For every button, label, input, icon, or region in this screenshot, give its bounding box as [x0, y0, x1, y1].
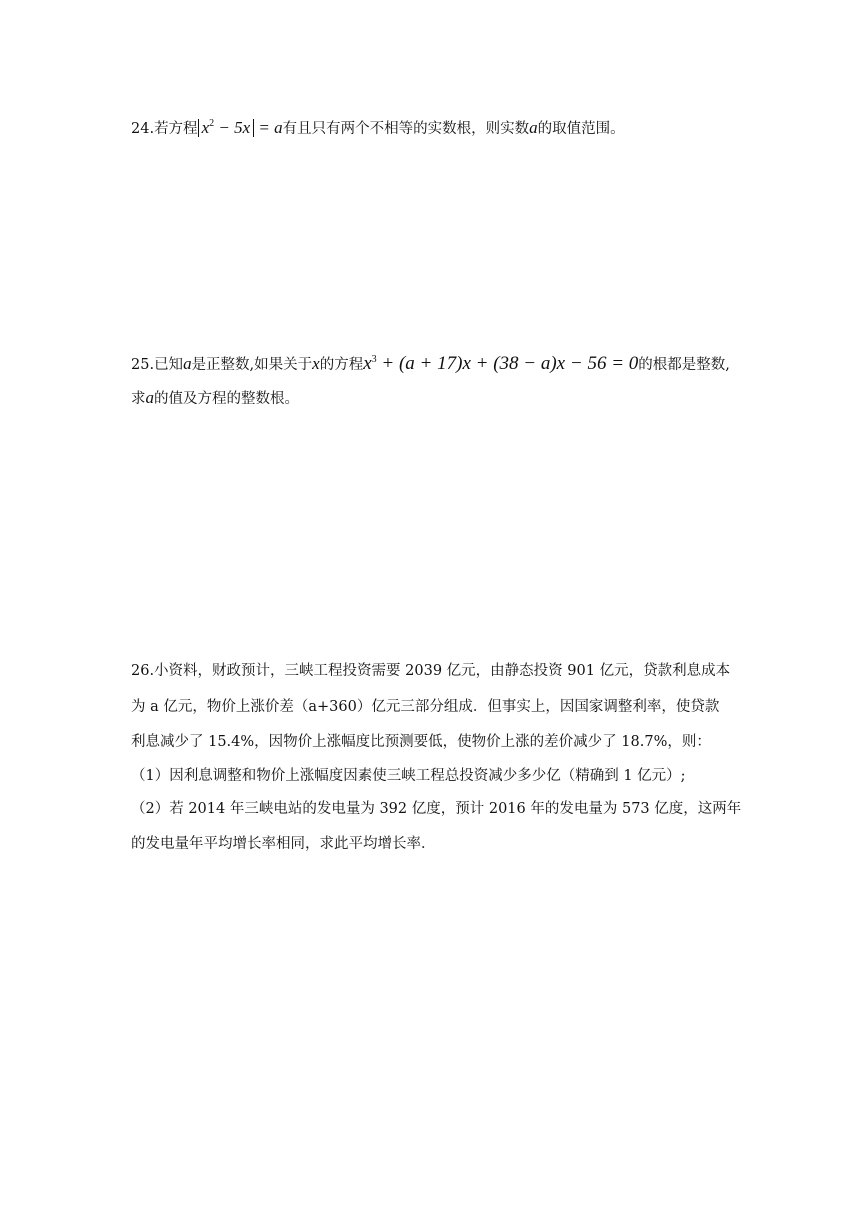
question-25-eq-base: x [363, 353, 372, 374]
question-25-text-4: 的方程 [319, 357, 364, 373]
question-25-line-2 [131, 388, 299, 409]
question-24-text-after-2: 的取值范围。 [537, 121, 625, 137]
question-24-text-after-1: 有且只有两个不相等的实数根，则实数 [282, 121, 530, 137]
question-26-line-2: 为 a 亿元，物价上涨价差（a+360）亿元三部分组成．但事实上，因国家调整利率，使贷款 [131, 699, 720, 715]
question-25-var-x: x [312, 354, 320, 373]
question-26-part-2-line-2: 的发电量年平均增长率相同，求此平均增长率． [131, 836, 436, 852]
question-25-text-1: 已知 [154, 357, 184, 373]
question-25-line-1 [131, 354, 730, 375]
question-26-part-1: （1）因利息调整和物价上涨幅度因素使三峡工程总投资减少多少亿（精确到 1 亿元）; [131, 768, 686, 784]
question-25-line2-text-1: 求 [131, 391, 146, 407]
question-24-abs-exponent: 2 [209, 118, 215, 129]
question-25-line2-text-2: 的值及方程的整数根。 [154, 391, 299, 407]
question-24-rhs: = a [254, 118, 283, 137]
question-25-text-5: 的根都是整数, [638, 357, 730, 373]
question-24 [131, 118, 625, 139]
question-26-line-3: 利息减少了 15.4%，因物价上涨幅度比预测要低，使物价上涨的差价减少了 18.7%，则： [131, 734, 711, 750]
question-25-eq-exponent: 3 [371, 354, 377, 365]
question-24-text-before: 若方程 [154, 121, 198, 137]
question-25-var-a: a [183, 354, 192, 373]
question-25-line2-var: a [145, 388, 154, 407]
question-24-abs-expression [198, 119, 255, 137]
question-26-part-2-line-1: （2）若 2014 年三峡电站的发电量为 392 亿度，预计 2016 年的发电量为 573 亿度，这两年 [131, 801, 742, 817]
question-26-line-1: 26.小资料，财政预计，三峡工程投资需要 2039 亿元，由静态投资 901 亿元，贷款利息成本 [131, 663, 731, 679]
question-25-number: 25. [131, 357, 155, 373]
question-24-abs-base: x [201, 118, 210, 137]
question-25-eq-rest: + (a + 17)x + (38 − a)x − 56 = 0 [376, 353, 639, 374]
question-24-abs-rest: − 5x [214, 118, 251, 137]
question-25-equation [363, 353, 638, 374]
question-25-text-2: 是正整数, [191, 357, 255, 373]
question-24-var: a [529, 118, 538, 137]
question-24-number: 24. [131, 121, 155, 137]
question-25-text-3: 如果关于 [254, 357, 313, 373]
